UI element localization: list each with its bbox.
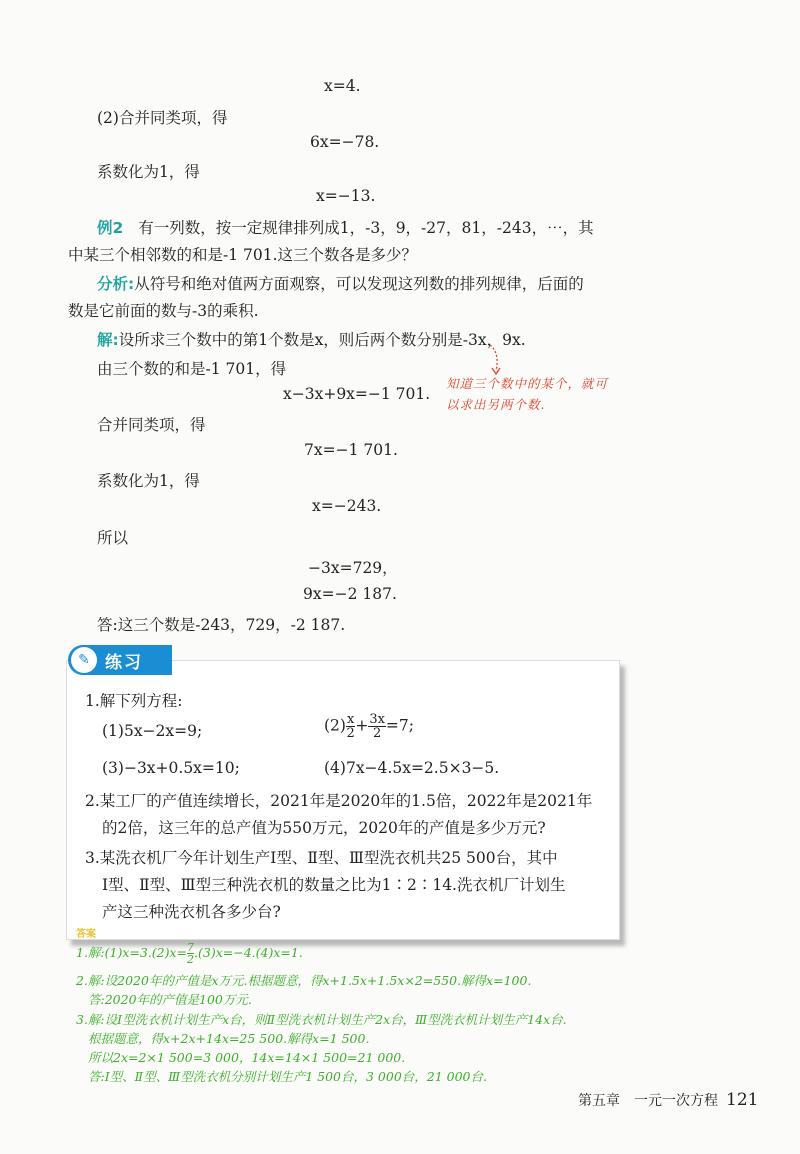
answer-tag: 答案 [76, 929, 96, 940]
equation-x-equals-minus-13: x=−13. [316, 187, 376, 205]
exercise-q1-3: (3)−3x+0.5x=10; [102, 759, 240, 777]
analysis-line-1 [97, 272, 584, 294]
pencil-icon: ✎ [71, 647, 97, 673]
answer-1-fraction [187, 942, 194, 965]
exercise-q3-line-2: Ⅰ型、Ⅱ型、Ⅲ型三种洗衣机的数量之比为1∶2∶14.洗衣机厂计划生 [102, 876, 566, 894]
example-tag: 例2 [97, 219, 124, 237]
fraction-denominator: 2 [187, 953, 195, 966]
exercise-q2-line-1: 2.某工厂的产值连续增长，2021年是2020年的1.5倍，2022年是2021年 [85, 792, 593, 810]
fraction-numerator: 7 [187, 941, 195, 954]
example-2-statement-line-1 [97, 216, 594, 238]
coefficient-label-2: 系数化为1，得 [97, 472, 200, 490]
equation-minus-3x: −3x=729， [308, 559, 398, 577]
answer-1-suffix: .(3)x=−4.(4)x=1. [194, 945, 303, 960]
answer-2-line-1: 2.解:设2020年的产值是x万元.根据题意，得x+1.5x+1.5x×2=550.解得x=100. [76, 973, 532, 988]
fraction-numerator: 3x [369, 712, 385, 727]
exercise-q1-4: (4)7x−4.5x=2.5×3−5. [324, 759, 500, 777]
answer-3-line-4: 答:Ⅰ型、Ⅱ型、Ⅲ型洗衣机分别计划生产1 500台，3 000台，21 000台. [88, 1069, 487, 1084]
example-2-statement-line-2: 中某三个相邻数的和是-1 701.这三个数各是多少？ [68, 246, 418, 264]
fraction-3x-over-2 [368, 713, 386, 740]
exercise-q3-line-3: 产这三种洗衣机各多少台? [102, 903, 281, 921]
exercise-q1-1: (1)5x−2x=9; [102, 722, 203, 740]
fraction-numerator: x [346, 712, 355, 727]
equation-7x: 7x=−1 701. [304, 441, 398, 459]
equation-9x: 9x=−2 187. [303, 585, 397, 603]
analysis-text-1: 从符号和绝对值两方面观察，可以发现这列数的排列规律，后面的 [134, 275, 584, 293]
solution-line-1 [97, 328, 526, 350]
answer-1 [76, 942, 303, 965]
chapter-title: 第五章 一元一次方程 [578, 1093, 718, 1109]
example-text-1: 有一列数，按一定规律排列成1，-3，9，-27，81，-243，⋯，其 [138, 219, 594, 237]
equation-6x: 6x=−78. [310, 133, 380, 151]
exercise-q2-line-2: 的2倍，这三年的总产值为550万元，2020年的产值是多少万元? [102, 819, 546, 837]
fraction-denominator: 2 [372, 726, 382, 741]
note-arrow-icon [470, 343, 510, 377]
answer-3-line-2: 根据题意，得x+2x+14x=25 500.解得x=1 500. [88, 1031, 370, 1046]
answer-3-line-3: 所以2x=2×1 500=3 000，14x=14×1 500=21 000. [88, 1050, 406, 1065]
page-number: 121 [726, 1090, 759, 1110]
page-footer [578, 1090, 758, 1110]
analysis-line-2: 数是它前面的数与-3的乘积. [68, 302, 259, 320]
exercise-header [68, 645, 172, 675]
answer-2-line-2: 答:2020年的产值是100万元. [88, 992, 252, 1007]
solution-text-1: 设所求三个数中的第1个数是x，则后两个数分别是-3x，9x. [118, 331, 526, 349]
so-label: 所以 [97, 529, 129, 547]
exercise-q1-2 [324, 713, 414, 740]
exercise-q1: 1.解下列方程: [85, 692, 183, 710]
solution-tag: 解: [97, 331, 119, 349]
equation-x-equals-minus-243: x=−243. [312, 497, 382, 515]
analysis-tag: 分析: [97, 275, 135, 293]
q1-2-prefix: (2) [324, 716, 346, 735]
answer-1-prefix: 1.解:(1)x=3.(2)x= [76, 945, 188, 960]
step-coefficient-label: 系数化为1，得 [97, 163, 200, 181]
sum-label: 由三个数的和是-1 701，得 [97, 360, 287, 378]
margin-note-line-2: 以求出另两个数. [446, 397, 546, 412]
margin-note-line-1: 知道三个数中的某个，就可 [446, 376, 609, 391]
q1-2-suffix: =7; [385, 716, 414, 735]
combine-label: 合并同类项，得 [97, 416, 206, 434]
equation-sum: x−3x+9x=−1 701. [283, 385, 431, 403]
equation-x-equals-4: x=4. [324, 77, 361, 95]
exercise-title: 练习 [105, 652, 143, 673]
fraction-x-over-2 [346, 713, 355, 740]
answer-3-line-1: 3.解:设Ⅰ型洗衣机计划生产x台，则Ⅱ型洗衣机计划生产2x台，Ⅲ型洗衣机计划生产14x台. [76, 1012, 567, 1027]
fraction-denominator: 2 [346, 726, 355, 741]
step-combine-like-terms-label: (2)合并同类项，得 [97, 109, 228, 127]
plus-sign: + [355, 716, 369, 735]
example-answer: 答:这三个数是-243，729，-2 187. [97, 616, 346, 634]
exercise-q3-line-1: 3.某洗衣机厂今年计划生产Ⅰ型、Ⅱ型、Ⅲ型洗衣机共25 500台，其中 [85, 849, 558, 867]
